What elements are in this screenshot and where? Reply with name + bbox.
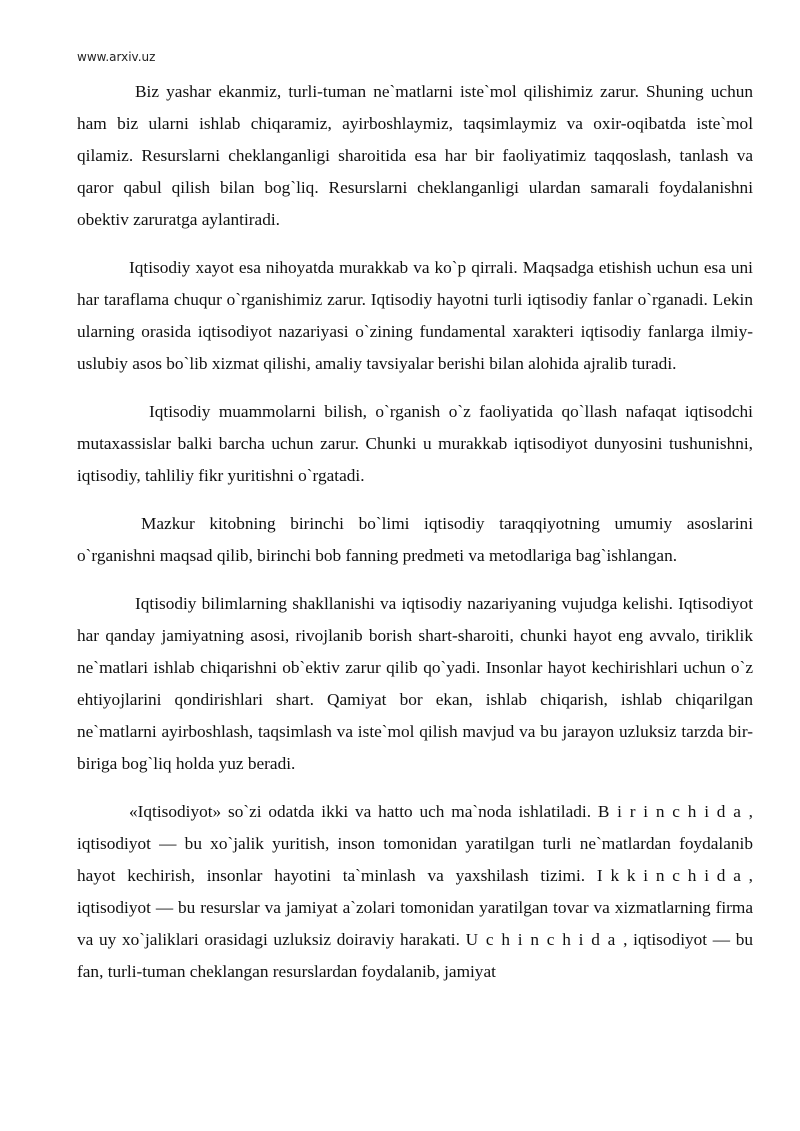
term-ikkinchida: Ikkinchida [596, 866, 749, 885]
paragraph-4: Mazkur kitobning birinchi bo`limi iqtisodiy taraqqiyotning umumiy asoslarini o`rganishni maqsad qilib, birinchi bob fanning predmeti va metodlariga bag`ishlangan. [77, 514, 753, 565]
term-birinchida: Birinchida [597, 802, 749, 821]
term-uchinchida: Uchinchida [465, 930, 624, 949]
site-watermark: www.arxiv.uz [77, 50, 156, 64]
paragraph-6 [77, 796, 753, 988]
paragraph-6-intro: «Iqtisodiyot» so`zi odatda ikki va hatto uch ma`noda ishlatiladi. [129, 802, 592, 821]
paragraph-5: Iqtisodiy bilimlarning shakllanishi va iqtisodiy nazariyaning vujudga kelishi. Iqtisodiyot har qanday jamiyatning asosi, rivojlanib borish shart-sharoiti, chunki hayot eng avvalo, tiriklik ne`matlari ishlab chiqarishni ob`ektiv zarur qilib qo`yadi. Insonlar hayot kechirishlari uchun o`z ehtiyojlarini qondirishlari shart. Qamiyat bor ekan, ishlab chiqarish, ishlab chiqarilgan ne`matlarni ayirboshlash, taqsimlash va iste`mol qilish mavjud va bu jarayon uzluksiz tarzda bir-biriga bog`liq holda yuz beradi. [77, 594, 753, 773]
paragraph-6-third: , iqtisodiyot — bu fan, turli-tuman cheklangan resurslardan foydalanib, jamiyat [77, 930, 753, 981]
paragraph-6-first: , iqtisodiyot — bu xo`jalik yuritish, inson tomonidan yaratilgan turli ne`matlardan foydalanib hayot kechirish, insonlar hayotini ta`minlash va yaxshilash tizimi. [77, 802, 753, 885]
paragraph-6-second: , iqtisodiyot — bu resurslar va jamiyat a`zolari tomonidan yaratilgan tovar va xizmatlarning firma va uy xo`jaliklari orasidagi uzluksiz doiraviy harakati. [77, 866, 753, 949]
paragraph-3: Iqtisodiy muammolarni bilish, o`rganish o`z faoliyatida qo`llash nafaqat iqtisodchi mutaxassislar balki barcha uchun zarur. Chunki u murakkab iqtisodiyot dunyosini tushunishni, iqtisodiy, tahliliy fikr yuritishni o`rgatadi. [77, 402, 753, 485]
paragraph-2: Iqtisodiy xayot esa nihoyatda murakkab va ko`p qirrali. Maqsadga etishish uchun esa uni har taraflama chuqur o`rganishimiz zarur. Iqtisodiy hayotni turli iqtisodiy fanlar o`rganadi. Lekin ularning orasida iqtisodiyot nazariyasi o`zining fundamental xarakteri iqtisodiy fanlarga ilmiy-uslubiy asos bo`lib xizmat qilishi, amaliy tavsiyalar berishi bilan alohida ajralib turadi. [77, 258, 753, 373]
body-text [77, 76, 753, 1004]
paragraph-1: Biz yashar ekanmiz, turli-tuman ne`matlarni iste`mol qilishimiz zarur. Shuning uchun ham biz ularni ishlab chiqaramiz, ayirboshlaymiz, taqsimlaymiz va oxir-oqibatda iste`mol qilamiz. Resurslarni cheklanganligi sharoitida esa har bir faoliyatimiz taqqoslash, tanlash va qaror qabul qilish bilan bog`liq. Resurslarni cheklanganligi ulardan samarali foydalanishni obektiv zaruratga aylantiradi. [77, 82, 753, 229]
